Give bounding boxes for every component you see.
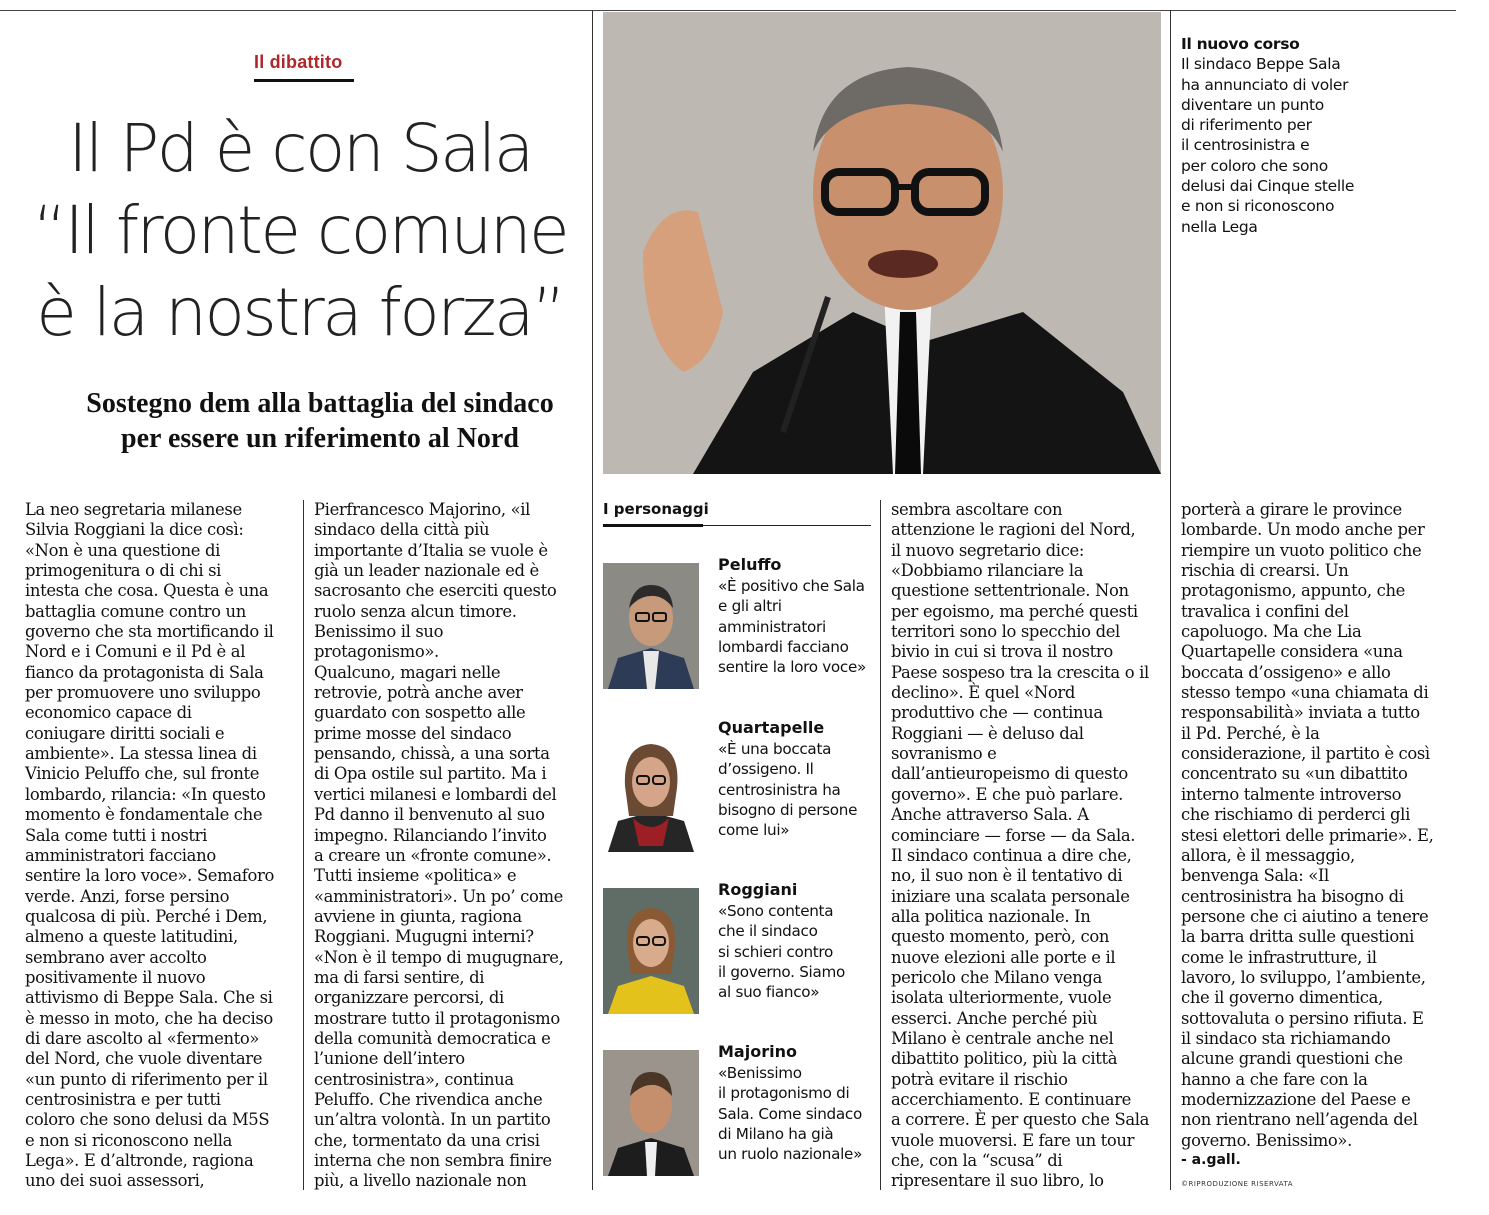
caption-line: delusi dai Cinque stelle <box>1181 177 1355 196</box>
article-line: la barra dritta sulle questioni <box>1181 927 1415 947</box>
article-line: vuole muoversi. E fare un tour <box>891 1130 1135 1150</box>
article-line: ruolo senza alcun timore. <box>314 601 517 621</box>
quote-line: «È positivo che Sala <box>718 577 865 595</box>
article-line: hanno a che fare con la <box>1181 1069 1368 1089</box>
article-line: persone che ci aiutino a tenere <box>1181 906 1429 926</box>
article-line: Roggiani — è deluso dal <box>891 723 1084 743</box>
article-line: attenzione le ragioni del Nord, <box>891 520 1136 540</box>
article-line: lavoro, lo sviluppo, l’ambiente, <box>1181 967 1426 987</box>
article-line: modernizzazione del Paese e <box>1181 1089 1411 1109</box>
article-line: «Non è il tempo di mugugnare, <box>314 947 564 967</box>
article-line: Nord e i Comuni e il Pd è al <box>25 642 246 662</box>
article-line: che, tormentato da una crisi <box>314 1130 540 1150</box>
person-quote <box>718 576 878 677</box>
article-line: sembrano aver accolto <box>25 947 207 967</box>
person-name: Quartapelle <box>718 718 825 737</box>
main-photo-sala <box>603 12 1161 474</box>
article-line: almeno a queste latitudini, <box>25 927 238 947</box>
article-line: «Non è una questione di <box>25 540 221 560</box>
article-line: travalica i confini del <box>1181 601 1349 621</box>
article-line: protagonismo, appunto, che <box>1181 581 1406 601</box>
caption-line: diventare un punto <box>1181 95 1324 114</box>
portrait-peluffo <box>603 563 699 689</box>
article-line: sovranismo e <box>891 744 997 764</box>
caption-line: e non si riconoscono <box>1181 197 1335 216</box>
article-line: potrà evitare il rischio <box>891 1069 1068 1089</box>
article-line: centrosinistra e per tutti <box>25 1089 221 1109</box>
person-name: Majorino <box>718 1042 797 1061</box>
article-line: Tutti insieme «politica» e <box>314 866 517 886</box>
article-line: coniugare diritti sociali e <box>25 723 225 743</box>
article-column-1 <box>25 500 274 1192</box>
person-quote <box>718 739 878 840</box>
article-line: più, a livello nazionale non <box>314 1171 527 1191</box>
quote-line: amministratori <box>718 617 826 636</box>
article-line: per promuovere uno sviluppo <box>25 683 261 703</box>
article-line: avviene in giunta, ragiona <box>314 906 522 926</box>
article-line: governo. Benissimo». <box>1181 1130 1352 1150</box>
caption-title: Il nuovo corso <box>1181 35 1300 53</box>
article-line: centrosinistra ha bisogno di <box>1181 886 1404 906</box>
article-line: Pierfrancesco Majorino, «il <box>314 500 531 519</box>
article-column-3 <box>891 500 1149 1192</box>
article-line: retrovie, potrà anche aver <box>314 683 523 703</box>
subheadline <box>20 386 620 456</box>
article-line: ma di farsi sentire, di <box>314 967 485 987</box>
quote-line: come lui» <box>718 821 790 840</box>
article-line: di Opa ostile sul partito. Ma i <box>314 764 547 784</box>
article-line: il nuovo segretario dice: <box>891 540 1085 560</box>
quote-line: sentire la loro voce» <box>718 658 866 677</box>
article-line: positivamente il nuovo <box>25 967 206 987</box>
article-line: La neo segretaria milanese <box>25 500 242 519</box>
article-line: responsabilità» inviata a tutto <box>1181 703 1420 723</box>
article-line: nuove elezioni alle porte e il <box>891 947 1116 967</box>
article-line: accerchiamento. E continuare <box>891 1089 1132 1109</box>
headline <box>20 108 580 354</box>
subhead-line: Sostegno dem alla battaglia del sindaco <box>86 388 554 419</box>
quote-line: «Sono contenta <box>718 902 834 920</box>
article-line: bivio in cui si trova il nostro <box>891 642 1113 662</box>
column-divider <box>880 500 881 1190</box>
quote-line: centrosinistra ha <box>718 780 841 799</box>
article-line: è messo in moto, che ha deciso <box>25 1008 273 1028</box>
article-line: boccata d’ossigeno» e allo <box>1181 662 1391 682</box>
article-line: a correre. È per questo che Sala <box>891 1110 1150 1130</box>
article-line: Pd danno il benvenuto al suo <box>314 805 545 825</box>
article-line: Silvia Roggiani la dice così: <box>25 520 244 540</box>
article-line: capoluogo. Ma che Lia <box>1181 622 1362 642</box>
headline-line: “Il fronte comune <box>32 192 568 269</box>
quote-line: «È una boccata <box>718 740 832 758</box>
quote-line: lombardi facciano <box>718 637 849 656</box>
quote-line: il governo. Siamo <box>718 962 845 981</box>
person-quote <box>718 901 878 1002</box>
box-rule-accent <box>603 524 703 527</box>
person-name: Peluffo <box>718 555 782 574</box>
article-line: isolata ulteriormente, vuole <box>891 988 1112 1008</box>
article-line: Qualcuno, magari nelle <box>314 662 501 682</box>
article-line: cominciare — forse — da Sala. <box>891 825 1136 845</box>
article-line: considerazione, il partito è così <box>1181 744 1430 764</box>
article-line: primogenitura o di chi si <box>25 561 222 581</box>
article-line: allora, è il messaggio, <box>1181 845 1355 865</box>
caption-line: ha annunciato di voler <box>1181 75 1349 94</box>
photo-caption <box>1181 34 1411 237</box>
top-rule <box>0 10 1456 11</box>
article-line: organizzare percorsi, di <box>314 988 504 1008</box>
article-line: benvenga Sala: «Il <box>1181 866 1329 886</box>
article-line: riempire un vuoto politico che <box>1181 540 1422 560</box>
article-line: non rientrano nell’agenda del <box>1181 1110 1418 1130</box>
article-line: Paese sospeso tra la crescita o il <box>891 662 1149 682</box>
article-line: come le infrastrutture, il <box>1181 947 1377 967</box>
article-line: battaglia comune contro un <box>25 601 246 621</box>
person-name: Roggiani <box>718 880 798 899</box>
article-line: interna che non sembra finire <box>314 1151 552 1170</box>
article-line: verde. Anzi, forse persino <box>25 886 230 906</box>
quote-line: e gli altri <box>718 597 782 616</box>
article-line: lombardo, rilancia: «In questo <box>25 784 266 804</box>
article-line: ambiente». La stessa linea di <box>25 744 257 764</box>
author-signature: - a.gall. <box>1181 1152 1241 1168</box>
quote-line: Sala. Come sindaco <box>718 1104 862 1123</box>
quote-line: il protagonismo di <box>718 1084 850 1103</box>
quote-line: che il sindaco <box>718 922 818 941</box>
article-line: questo momento, però, con <box>891 927 1110 947</box>
article-line: attivismo di Beppe Sala. Che si <box>25 988 273 1008</box>
quote-line: «Benissimo <box>718 1064 802 1082</box>
article-line: «amministratori». Un po’ come <box>314 886 564 906</box>
article-line: concentrato su «un dibattito <box>1181 764 1408 784</box>
section-underline <box>254 79 354 82</box>
article-line: territori sono lo specchio del <box>891 622 1120 642</box>
article-line: a creare un «fronte comune». <box>314 845 552 865</box>
portrait-quartapelle <box>603 726 699 852</box>
article-line: guardato con sospetto alle <box>314 703 526 723</box>
rights-notice: ©RIPRODUZIONE RISERVATA <box>1181 1180 1294 1188</box>
article-line: «un punto di riferimento per il <box>25 1069 268 1089</box>
article-line: sembra ascoltare con <box>891 500 1063 519</box>
section-label: Il dibattito <box>254 52 343 72</box>
article-line: Peluffo. Che rivendica anche <box>314 1089 543 1109</box>
article-line: intesta che cosa. Questa è una <box>25 581 269 601</box>
article-line: esserci. Anche perché più <box>891 1008 1098 1028</box>
article-line: questione settentrionale. Non <box>891 581 1129 601</box>
headline-line: Il Pd è con Sala <box>68 110 532 187</box>
article-line: Milano è centrale anche nel <box>891 1028 1114 1048</box>
article-line: iniziare una scalata personale <box>891 886 1130 906</box>
article-line: qualcosa di più. Perché i Dem, <box>25 906 268 926</box>
article-line: Sala come tutti i nostri <box>25 825 208 845</box>
article-line: che rischiamo di perderci gli <box>1181 805 1410 825</box>
article-line: centrosinistra», continua <box>314 1069 514 1089</box>
article-line: della comunità democratica e <box>314 1028 551 1048</box>
column-divider <box>1170 10 1171 1190</box>
article-column-4 <box>1181 500 1434 1151</box>
article-line: sentire la loro voce». Semaforo <box>25 866 274 886</box>
article-line: sindaco della città più <box>314 520 490 540</box>
article-line: momento è fondamentale che <box>25 805 263 825</box>
article-line: mostrare tutto il protagonismo <box>314 1008 560 1028</box>
article-line: lombarde. Un modo anche per <box>1181 520 1425 540</box>
article-line: interno talmente introverso <box>1181 784 1402 804</box>
article-line: pericolo che Milano venga <box>891 967 1102 987</box>
article-line: uno dei suoi assessori, <box>25 1171 205 1191</box>
article-line: sacrosanto che eserciti questo <box>314 581 557 601</box>
article-line: del Nord, che vuole diventare <box>25 1049 263 1069</box>
article-line: protagonismo». <box>314 642 439 662</box>
article-line: Roggiani. Mugugni interni? <box>314 927 534 947</box>
article-line: Anche attraverso Sala. A <box>891 805 1089 825</box>
article-line: ripresentare il suo libro, lo <box>891 1171 1104 1191</box>
article-line: «Dobbiamo rilanciare la <box>891 561 1084 581</box>
article-line: declino». È quel «Nord <box>891 683 1075 703</box>
article-line: porterà a girare le province <box>1181 500 1402 519</box>
article-line: prime mosse del sindaco <box>314 723 512 743</box>
article-line: di dare ascolto al «fermento» <box>25 1028 260 1048</box>
article-line: no, il suo non è il tentativo di <box>891 866 1123 886</box>
article-line: che, con la “scusa” di <box>891 1151 1063 1170</box>
caption-line: di riferimento per <box>1181 116 1312 135</box>
article-line: amministratori facciano <box>25 845 216 865</box>
article-line: già un leader nazionale ed è <box>314 561 539 581</box>
headline-line: è la nostra forza” <box>36 274 564 351</box>
article-column-2 <box>314 500 564 1192</box>
article-line: produttivo che — continua <box>891 703 1103 723</box>
article-line: il Pd. Perché, è la <box>1181 723 1320 743</box>
caption-line: nella Lega <box>1181 217 1258 236</box>
column-divider <box>303 500 304 1190</box>
article-line: Benissimo il suo <box>314 622 444 642</box>
box-title: I personaggi <box>603 500 709 518</box>
article-line: per egoismo, ma perché questi <box>891 601 1138 621</box>
portrait-roggiani <box>603 888 699 1014</box>
article-line: Lega». E d’altronde, ragiona <box>25 1151 254 1170</box>
article-line: rischia di crearsi. Un <box>1181 561 1349 581</box>
article-line: un’altra volontà. In un partito <box>314 1110 551 1130</box>
article-line: importante d’Italia se vuole è <box>314 540 548 560</box>
article-line: Vinicio Peluffo che, sul fronte <box>25 764 260 784</box>
quote-line: bisogno di persone <box>718 800 858 819</box>
portrait-majorino <box>603 1050 699 1176</box>
article-line: coloro che sono delusi da M5S <box>25 1110 270 1130</box>
article-line: Quartapelle considera «una <box>1181 642 1403 662</box>
article-line: alla politica nazionale. In <box>891 906 1091 926</box>
quote-line: al suo fianco» <box>718 983 820 1002</box>
quote-line: un ruolo nazionale» <box>718 1145 863 1164</box>
article-line: e non si riconoscono nella <box>25 1130 233 1150</box>
article-line: sottovaluta o persino rifiuta. E <box>1181 1008 1424 1028</box>
column-divider <box>592 10 593 1190</box>
quote-line: si schieri contro <box>718 942 834 961</box>
article-line: Il sindaco continua a dire che, <box>891 845 1132 865</box>
article-line: l’unione dell’intero <box>314 1049 465 1069</box>
quote-line: d’ossigeno. Il <box>718 760 814 779</box>
subhead-line: per essere un riferimento al Nord <box>121 423 519 454</box>
article-line: economico capace di <box>25 703 192 723</box>
article-line: vertici milanesi e lombardi del <box>314 784 557 804</box>
article-line: che il governo dimentica, <box>1181 988 1383 1008</box>
article-line: pensando, chissà, a una sorta <box>314 744 550 764</box>
article-line: impegno. Rilanciando l’invito <box>314 825 547 845</box>
caption-line: per coloro che sono <box>1181 156 1328 175</box>
caption-line: Il sindaco Beppe Sala <box>1181 55 1341 74</box>
caption-line: il centrosinistra e <box>1181 136 1310 155</box>
article-line: il sindaco sta richiamando <box>1181 1028 1391 1048</box>
quote-line: di Milano ha già <box>718 1124 834 1143</box>
person-quote <box>718 1063 878 1164</box>
article-line: fianco da protagonista di Sala <box>25 662 264 682</box>
article-line: alcune grandi questioni che <box>1181 1049 1403 1069</box>
article-line: governo». E che può parlare. <box>891 784 1124 804</box>
article-line: stesi elettori delle primarie». E, <box>1181 825 1434 845</box>
article-line: governo che sta mortificando il <box>25 622 274 642</box>
article-line: stesso tempo «una chiamata di <box>1181 683 1429 703</box>
article-line: dibattito politico, più la città <box>891 1049 1118 1069</box>
article-line: dall’antieuropeismo di questo <box>891 764 1128 784</box>
